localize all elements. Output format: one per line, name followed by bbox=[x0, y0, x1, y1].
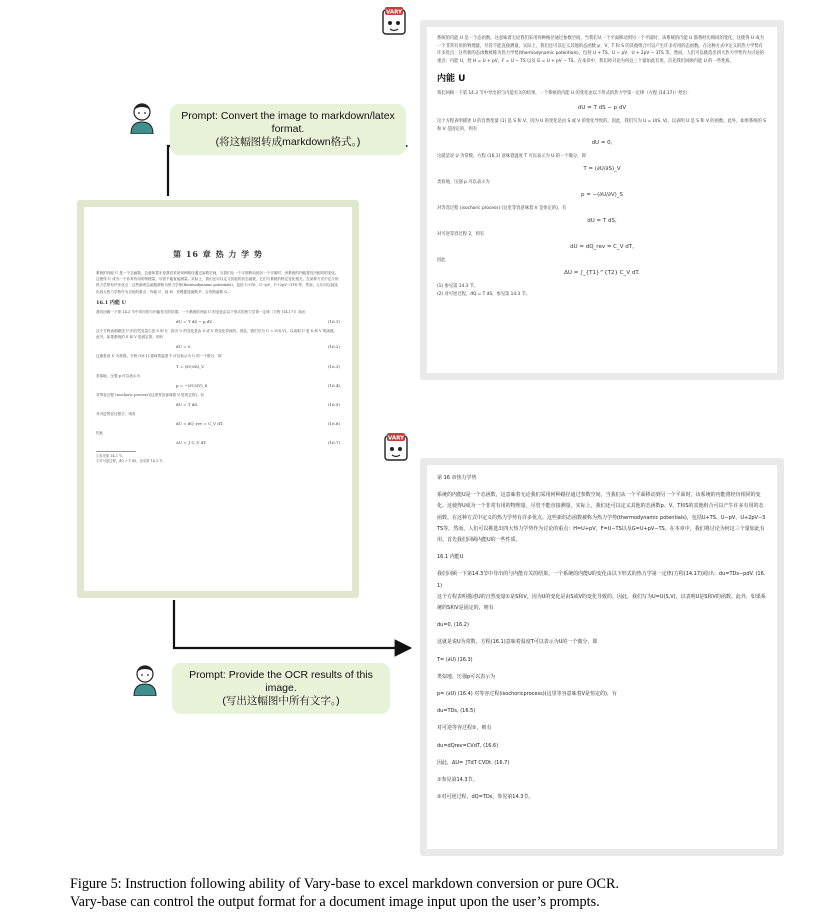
footnote: ①参见第 14.3 节。 bbox=[96, 454, 126, 459]
ocr-line: du=dQrev=CVdT, (16.6) bbox=[437, 742, 499, 749]
equation-row: dU = T dS, (16.5) bbox=[176, 402, 340, 408]
ocr-line: 我们回顾一下第14.3节中导出的与内能有关的结果。一个系统的内能U的变化由以下形式的热力学第一定律(方程(14.17))给出：du=TDs−pdV. (16.1) bbox=[437, 571, 766, 589]
md-equation: ΔU = ∫_{T1}^{T2} C_V dT. bbox=[564, 270, 640, 277]
figure-caption bbox=[70, 876, 790, 911]
md-footnote: (2) 对可逆过程，đQ = T dS，参见第 14.3 节。 bbox=[437, 292, 531, 298]
prompt-ocr-zh: (写出这幅图中所有文字。) bbox=[222, 695, 340, 707]
ocr-line: 系统的内能U是一个态函数，这意味着无论我们采用何种路径通过参数空间，当我们从一个平面移动到另一个平面时，该系统的内能将经历相同的变化。这使得U成为一个非常有用的物理量，尽管不能直接测量。实际上，我们还可以定义其他的态函数p、V、T和S的其他组合可以产生许多有用的态函数。在这种方式中定义的热力学势有许多优点。这些新的态函数被称为热力学势(thermodynamic potentials)，包括U+TS、U−pV、U+2pV−3TS等。然而，人们可以挑选出四大热力学势作为讨论的重点：H=U+pV，F=U−TS以及G=U+pV−TS。在本章中，我们将讨论为何这三个量如此有用。首先我们回顾内能U的一些性质。 bbox=[437, 492, 766, 544]
chapter-title: 第 16 章 热 力 学 势 bbox=[173, 249, 263, 259]
ocr-line: 对可逆等容过程②，则有 bbox=[437, 725, 492, 732]
vary-logo-text: VARY bbox=[385, 9, 403, 16]
md-paragraph: 对可逆等容过程 2，则有 bbox=[437, 232, 485, 238]
ocr-line: 这就是说U为常数。方程(16.1)意味着温度T可以表示为U的一个微分，即 bbox=[437, 639, 598, 646]
md-paragraph: 对等容过程 (isochoric process) (这里等容意味着 V 是恒定的)，有 bbox=[437, 206, 567, 212]
md-paragraph: 我们回顾一下第 14.3 节中导出的与内能有关的结果。一个系统的内能 U 的变化由以下形式的热力学第一定律（方程 (14.17)）给出： bbox=[437, 91, 692, 97]
paragraph: 这就是说 U 为常数。方程 (16.1) 意味着温度 T 可以表示为 U 的一个微分，即 bbox=[96, 354, 222, 359]
ocr-line: du=TDs, (16.5) bbox=[437, 708, 476, 715]
arrow-to-ocr bbox=[174, 600, 410, 648]
equation-row: ΔU = ∫ C_V dT. (16.7) bbox=[176, 440, 340, 446]
md-paragraph: 这个方程表明描述 U 的自然变量 (1) 是 S 和 V，因为 U 的变化是由 S 或 V 的变化导致的。因此，我们写为 U = U(S, V)，以表明 U 是 S 和 V 的函数。此外，如果系统的 S 和 V 是固定的，则有 bbox=[437, 118, 766, 132]
ocr-line: ②对可逆过程，dQ=TDs，参见第14.3节。 bbox=[437, 794, 534, 801]
ocr-line: 这个方程表明描述U的自然变量①是S和V，因为U的变化是由S或V的变化导致的。因此，我们写为U=U(S,V)，以表明U是S和V的函数。此外，如果系统的S和V是固定的，则有 bbox=[437, 593, 766, 612]
paragraph: 对等容过程 (isochoric process)(这里等容意味着 V 是恒定的)，有 bbox=[96, 392, 204, 397]
ocr-line: 类似地，压强p可以表示为 bbox=[437, 673, 496, 680]
equation-row: p = −(∂U/∂V)_S (16.4) bbox=[176, 382, 340, 388]
md-equation: dU = T dS, bbox=[587, 218, 617, 225]
section-paragraph: 我们回顾一下第 14.3 节中导出的与内能有关的结果。一个系统的内能 U 的变化由以下形式的热力学第一定律（方程 (14.17)）给出： bbox=[96, 309, 310, 314]
ocr-line: T= (∂U) (16.3) bbox=[437, 656, 473, 663]
md-paragraph: 类似地，压强 p 可以表示为 bbox=[437, 180, 490, 186]
paragraph: 因此 bbox=[96, 431, 104, 436]
ocr-line: 16.1 内能U bbox=[437, 554, 464, 561]
md-intro: 系统的内能 U 是一个态函数。这意味着无论我们采用何种路径通过参数空间，当我们从一个平面移动到另一个平面时，该系统的内能 U 都将经历相同的变化。这使得 U 成为一个非常有用的物理量，尽管不能直接测量。实际上，我们还可以定义其他的态函数 p、V、T 和 S 的其他组合可以产生许多有用的态函数。在这种方式中定义的热力学势有许多优点：这些新的态函数被称为热力学势(thermodynamic potentials)，包括 U + TS、U − pV、U + 2pV − 3TS 等。然而，人们可以挑选出四大热力学势作为讨论的重点：内能 U，焓 H = U + pV，F = U − TS 以及 G = U + pV − TS。在本章中，我们将讨论为何这三个量如此有用。首先我们回顾内能 U 的一些性质。 bbox=[437, 36, 764, 64]
user-avatar-icon bbox=[130, 662, 160, 696]
caption-line: Figure 5: Instruction following ability of Vary-base to excel markdown conversion or pure OCR. bbox=[70, 876, 619, 892]
ocr-output-panel bbox=[420, 458, 784, 856]
equation-row: dU = dQ_rev = C_V dT, (16.6) bbox=[176, 421, 340, 427]
section-title: 16.1 内能 U bbox=[96, 299, 127, 306]
md-equation: dU = 0, bbox=[591, 140, 613, 147]
footnote-rule bbox=[96, 451, 136, 452]
prompt-ocr bbox=[172, 663, 390, 714]
vary-logo-icon bbox=[382, 6, 406, 36]
md-equation: dU = dQ_rev = C_V dT, bbox=[570, 244, 634, 251]
document-image bbox=[77, 200, 359, 598]
paragraph: 类似地，压强 p 可以表示为 bbox=[96, 373, 141, 378]
ocr-line: 第 16 章热力学势 bbox=[437, 475, 477, 481]
prompt-markdown-en: Prompt: Convert the image to markdown/latex format. bbox=[181, 110, 395, 135]
intro-paragraph: 系统的内能 U 是一个态函数，这意味着无论我们采用何种路径通过参数空间，当我们从一个平面移动到另一个平面时，该系统的内能将经历相同的变化。这使得 U 成为一个非常有用的物理量，尽管不能直接测量。实际上，我们还可以定义其他的状态函数，它们与系统的特定变化相关。在某种方式中定义的热力学势有许多优点：这些新的态函数被称为热力学势(thermodynamic potentials)，包括 U+TS、U−pV、U+2pV−3TS 等。然而，人们可以挑选出四大热力学势作为讨论的重点：内能 U、焓 H、亥姆霍兹函数 F、吉布斯函数 G。 bbox=[96, 271, 339, 294]
markdown-output-panel bbox=[420, 20, 784, 380]
md-paragraph: 因此 bbox=[437, 258, 446, 264]
ocr-line: 因此，ΔU= ∫TdT CVDt. (16.7) bbox=[437, 759, 510, 766]
vary-logo-text: VARY bbox=[387, 435, 405, 442]
vary-logo-icon bbox=[384, 432, 408, 462]
prompt-ocr-en: Prompt: Provide the OCR results of this image. bbox=[189, 669, 373, 694]
md-equation: T = (∂U/∂S)_V bbox=[583, 166, 621, 173]
ocr-line: ①参见第14.3节。 bbox=[437, 777, 478, 784]
caption-line: Vary-base can control the output format for a document image input upon the user’s prompts. bbox=[70, 893, 600, 910]
ocr-line: p= (∂U) (16.4) 对等容过程(isochoricprocess)(这里等容意味着V是恒定的)，有 bbox=[437, 691, 617, 698]
equation-row: dU = T dS − p dV (16.1) bbox=[176, 319, 340, 325]
equation-row: dU = 0, (16.2) bbox=[176, 344, 340, 350]
md-footnote: (1) 参见第 14.3 节。 bbox=[437, 284, 479, 290]
md-paragraph: 这就是说 U 为常数。方程 (16.1) 意味着温度 T 可以表示为 U 的一个微分，即 bbox=[437, 154, 586, 160]
md-heading: 内能 U bbox=[437, 74, 466, 85]
md-equation: p = −(∂U/∂V)_S bbox=[580, 192, 624, 199]
ocr-line: du=0, (16.2) bbox=[437, 622, 469, 629]
equation-row: T = (∂U/∂S)_V (16.3) bbox=[176, 363, 340, 369]
prompt-markdown-zh: (将这幅图转成markdown格式。) bbox=[215, 136, 361, 148]
ocr-lines bbox=[437, 473, 767, 803]
prompt-markdown bbox=[170, 104, 406, 155]
footnote: ②对可逆过程，đQ = T dS，参见第 14.3 节。 bbox=[96, 459, 166, 464]
paragraph: 对可逆等容过程②，则有 bbox=[96, 412, 136, 417]
md-equation: dU = T dS − p dV bbox=[577, 104, 627, 111]
paragraph: 这个方程表明描述 U 的自然变量①是 S 和 V，因为 U 的变化是由 S 或 V 的变化导致的。因此，我们写为 U = U(S,V)。以表明 U 是 S 和 V 的函数。此外，如果系统的 S 和 V 是固定的，则有 bbox=[96, 329, 338, 340]
user-avatar-icon bbox=[127, 100, 157, 134]
